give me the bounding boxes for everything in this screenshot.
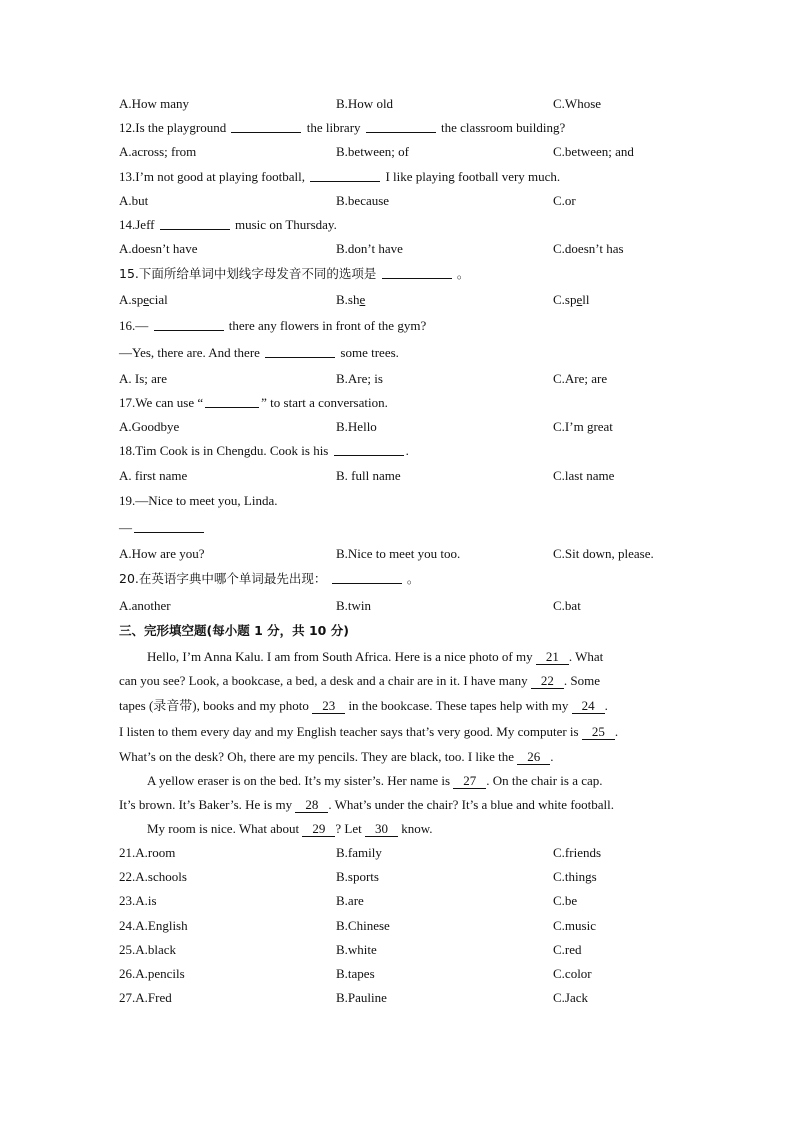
passage-line-4: [0, 723, 794, 741]
cloze-options-23: [0, 892, 794, 910]
q14-text-1: 14.Jeff: [119, 217, 155, 232]
passage-text: tapes (录音带), books and my photo: [119, 698, 309, 713]
q16-response-1: —Yes, there are. And there: [119, 345, 260, 360]
cloze-options-24: [0, 917, 794, 935]
q20-options: [0, 597, 794, 615]
q15-c-pre: C.sp: [553, 292, 577, 307]
q20-option-a: A.another: [119, 598, 171, 613]
q17-text-1: 17.We can use “: [119, 395, 204, 410]
q11-option-b: B.How old: [336, 96, 394, 111]
q12-blank-1: [231, 119, 301, 133]
q18-text-1: 18.Tim Cook is in Chengdu. Cook is his: [119, 443, 329, 458]
cloze-options-26: [0, 965, 794, 983]
passage-line-7: [0, 796, 794, 814]
q15-c-post: ll: [582, 292, 590, 307]
q15-a-pre: A.sp: [119, 292, 144, 307]
q14-options: [0, 240, 794, 258]
q14-option-b: B.don’t have: [336, 241, 403, 256]
q14-blank: [160, 216, 230, 230]
cloze-blank-25: 25: [582, 725, 615, 740]
q15-option-c: [553, 291, 590, 309]
passage-text: A yellow eraser is on the bed. It’s my sister’s. Her name is: [147, 773, 451, 788]
passage-line-5: [0, 748, 794, 766]
q20-text-1: 20.在英语字典中哪个单词最先出现：: [119, 571, 327, 586]
q18-option-b: B. full name: [336, 468, 401, 483]
q15-a-underlined: e: [143, 292, 149, 307]
q17-blank: [205, 394, 259, 408]
q12-options: [0, 143, 794, 161]
passage-text: My room is nice. What about: [147, 821, 300, 836]
option-c: C.Jack: [553, 990, 589, 1005]
q19-stem: [0, 492, 794, 510]
q20-text-2: 。: [406, 571, 420, 586]
q14-text-2: music on Thursday.: [235, 217, 337, 232]
q20-blank: [332, 570, 402, 584]
q12-option-c: C.between; and: [553, 144, 634, 159]
passage-line-6: [0, 772, 794, 790]
q15-b-pre: B.sh: [336, 292, 360, 307]
passage-text: .: [614, 724, 619, 739]
q19-blank: [134, 519, 204, 533]
q15-a-post: cial: [148, 292, 168, 307]
q20-option-c: C.bat: [553, 598, 581, 613]
q15-b-underlined: e: [359, 292, 366, 307]
q14-option-a: A.doesn’t have: [119, 241, 198, 256]
option-b: B.family: [336, 845, 382, 860]
passage-text: It’s brown. It’s Baker’s. He is my: [119, 797, 293, 812]
option-c: C.things: [553, 869, 597, 884]
passage-text: ? Let: [335, 821, 362, 836]
q12-blank-2: [366, 119, 436, 133]
option-a: 21.A.room: [119, 845, 176, 860]
q19-option-a: A.How are you?: [119, 546, 205, 561]
q11-option-c: C.Whose: [553, 96, 602, 111]
q19-options: [0, 545, 794, 563]
cloze-blank-23: 23: [312, 699, 345, 714]
option-b: B.are: [336, 893, 364, 908]
q17-text-2: ” to start a conversation.: [261, 395, 388, 410]
q13-text-2: I like playing football very much.: [385, 169, 561, 184]
q12-text-3: the classroom building?: [441, 120, 566, 135]
q16-option-b: B.Are; is: [336, 371, 383, 386]
passage-text: . Some: [563, 673, 600, 688]
q16-blank-2: [265, 344, 335, 358]
q13-option-a: A.but: [119, 193, 149, 208]
cloze-blank-22: 22: [531, 674, 564, 689]
q16-option-c: C.Are; are: [553, 371, 608, 386]
q16-text-1: 16.—: [119, 318, 149, 333]
q15-stem: [0, 265, 794, 283]
passage-text: . What’s under the chair? It’s a blue and white football.: [328, 797, 614, 812]
q15-text-2: 。: [456, 266, 470, 281]
option-a: 26.A.pencils: [119, 966, 185, 981]
q16-text-2: there any flowers in front of the gym?: [228, 318, 427, 333]
q13-stem: [0, 168, 794, 186]
option-b: B.sports: [336, 869, 379, 884]
q12-text-1: 12.Is the playground: [119, 120, 227, 135]
q16-stem: [0, 317, 794, 335]
passage-text: What’s on the desk? Oh, there are my pencils. They are black, too. I like the: [119, 749, 515, 764]
passage-line-1: [0, 648, 794, 666]
q19-option-c: C.Sit down, please.: [553, 546, 654, 561]
q17-option-a: A.Goodbye: [119, 419, 180, 434]
q12-option-b: B.between; of: [336, 144, 409, 159]
q15-option-b: [336, 291, 365, 309]
passage-text: . On the chair is a cap.: [486, 773, 603, 788]
q18-blank: [334, 442, 404, 456]
q13-option-b: B.because: [336, 193, 390, 208]
q20-option-b: B.twin: [336, 598, 372, 613]
q17-stem: [0, 394, 794, 412]
option-a: 23.A.is: [119, 893, 157, 908]
q16-response: [0, 344, 794, 362]
option-c: C.music: [553, 918, 596, 933]
passage-line-8: [0, 820, 794, 838]
q19-text-1: 19.—Nice to meet you, Linda.: [119, 493, 278, 508]
q16-option-a: A. Is; are: [119, 371, 168, 386]
passage-text: .: [604, 698, 608, 713]
q18-option-a: A. first name: [119, 468, 188, 483]
option-b: B.Pauline: [336, 990, 387, 1005]
q13-options: [0, 192, 794, 210]
q13-text-1: 13.I’m not good at playing football,: [119, 169, 305, 184]
q18-text-2: .: [405, 443, 409, 458]
q13-blank: [310, 168, 380, 182]
q14-option-c: C.doesn’t has: [553, 241, 624, 256]
passage-line-3: [0, 697, 794, 715]
q12-text-2: the library: [306, 120, 361, 135]
q14-stem: [0, 216, 794, 234]
cloze-blank-29: 29: [302, 822, 335, 837]
section-heading: [0, 622, 794, 640]
option-c: C.be: [553, 893, 578, 908]
cloze-blank-21: 21: [536, 650, 569, 665]
option-a: 25.A.black: [119, 942, 177, 957]
cloze-blank-24: 24: [572, 699, 605, 714]
passage-text: I listen to them every day and my English teacher says that’s very good. My computer is: [119, 724, 579, 739]
option-b: B.white: [336, 942, 377, 957]
passage-text: in the bookcase. These tapes help with my: [348, 698, 569, 713]
cloze-options-27: [0, 989, 794, 1007]
q16-response-2: some trees.: [340, 345, 399, 360]
q19-option-b: B.Nice to meet you too.: [336, 546, 461, 561]
q11-options: [0, 95, 794, 113]
option-c: C.color: [553, 966, 592, 981]
passage-text: can you see? Look, a bookcase, a bed, a desk and a chair are in it. I have many: [119, 673, 528, 688]
q15-option-a: [119, 291, 168, 309]
q18-options: [0, 467, 794, 485]
passage-text: .: [550, 749, 554, 764]
q11-option-a: A.How many: [119, 96, 190, 111]
q15-text-1: 15.下面所给单词中划线字母发音不同的选项是: [119, 266, 377, 281]
passage-text: Hello, I’m Anna Kalu. I am from South Africa. Here is a nice photo of my: [147, 649, 533, 664]
q17-options: [0, 418, 794, 436]
option-b: B.Chinese: [336, 918, 390, 933]
q15-blank: [382, 265, 452, 279]
q15-c-underlined: e: [576, 292, 583, 307]
q12-option-a: A.across; from: [119, 144, 197, 159]
q19-response-dash: —: [119, 520, 132, 535]
option-a: 22.A.schools: [119, 869, 187, 884]
q18-option-c: C.last name: [553, 468, 615, 483]
q12-stem: [0, 119, 794, 137]
q15-options: [0, 291, 794, 309]
passage-line-2: [0, 672, 794, 690]
option-b: B.tapes: [336, 966, 375, 981]
cloze-options-21: [0, 844, 794, 862]
q16-options: [0, 370, 794, 388]
cloze-blank-28: 28: [295, 798, 328, 813]
option-c: C.friends: [553, 845, 602, 860]
cloze-blank-26: 26: [517, 750, 550, 765]
option-a: 27.A.Fred: [119, 990, 172, 1005]
q18-stem: [0, 442, 794, 460]
cloze-blank-27: 27: [453, 774, 486, 789]
option-a: 24.A.English: [119, 918, 188, 933]
q20-stem: [0, 570, 794, 588]
option-c: C.red: [553, 942, 582, 957]
q19-response: [0, 519, 794, 537]
section-3-title: 三、完形填空题(每小题 1 分，共 10 分): [119, 623, 349, 638]
q17-option-b: B.Hello: [336, 419, 377, 434]
cloze-options-22: [0, 868, 794, 886]
q16-blank-1: [154, 317, 224, 331]
passage-text: know.: [401, 821, 433, 836]
q13-option-c: C.or: [553, 193, 576, 208]
q17-option-c: C.I’m great: [553, 419, 613, 434]
cloze-options-25: [0, 941, 794, 959]
cloze-blank-30: 30: [365, 822, 398, 837]
passage-text: . What: [568, 649, 604, 664]
